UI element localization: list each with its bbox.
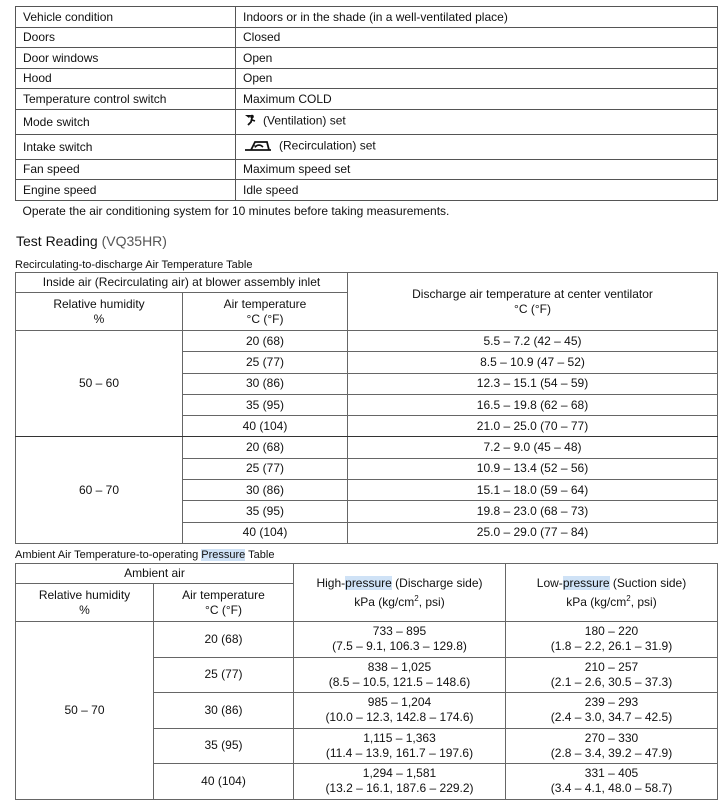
air-temp-header-label: Air temperature: [223, 296, 307, 311]
condition-row: [16, 48, 718, 69]
condition-row: [16, 134, 718, 159]
condition-label: Hood: [16, 68, 236, 89]
table-row: [16, 331, 718, 352]
header-text: (Suction side): [609, 575, 687, 590]
condition-value: Maximum COLD: [236, 89, 718, 110]
kpa-range: 1,115 – 1,363: [363, 730, 436, 745]
condition-row: [16, 180, 718, 201]
condition-note-row: [16, 200, 718, 221]
header-text: Low-: [536, 575, 563, 590]
kg-psi-range: (8.5 – 10.5, 121.5 – 148.6): [328, 674, 471, 689]
discharge-cell: 25.0 – 29.0 (77 – 84): [348, 522, 718, 543]
recirc-header-air-temp: [183, 293, 348, 331]
test-reading-heading: [16, 233, 167, 249]
humidity-cell: 50 – 70: [16, 622, 154, 800]
condition-row: [16, 159, 718, 180]
condition-row: [16, 68, 718, 89]
high-pressure-header: [294, 564, 506, 622]
kpa-range: 270 – 330: [584, 730, 639, 745]
kg-psi-range: (2.8 – 3.4, 39.2 – 47.9): [550, 745, 673, 760]
discharge-cell: 19.8 – 23.0 (68 – 73): [348, 501, 718, 522]
temp-cell: 20 (68): [183, 331, 348, 352]
unit-text: , psi): [630, 594, 657, 609]
temp-cell: 35 (95): [183, 394, 348, 415]
condition-label: Vehicle condition: [16, 7, 236, 28]
pressure-table: [15, 563, 718, 800]
recirc-table-caption: Recirculating-to-discharge Air Temperature Table: [15, 259, 253, 271]
kpa-range: 180 – 220: [584, 624, 639, 639]
caption-text: Table: [245, 549, 275, 561]
recirculation-icon: [243, 138, 273, 155]
humidity-cell: 50 – 60: [16, 331, 183, 437]
discharge-cell: 8.5 – 10.9 (47 – 52): [348, 352, 718, 373]
condition-label: Door windows: [16, 48, 236, 69]
conditions-table: [15, 6, 718, 221]
unit-sup: 2: [626, 593, 631, 603]
kpa-range: 733 – 895: [372, 624, 427, 639]
table-row: [16, 437, 718, 458]
condition-row: [16, 27, 718, 48]
condition-label: Temperature control switch: [16, 89, 236, 110]
condition-value: Open: [236, 48, 718, 69]
humidity-cell: 60 – 70: [16, 437, 183, 543]
condition-note: Operate the air conditioning system for 10 minutes before taking measurements.: [16, 200, 718, 221]
humidity-header-unit: %: [79, 602, 90, 617]
header-highlight: pressure: [345, 575, 392, 590]
recirc-header-group: Inside air (Recirculating air) at blower assembly inlet: [16, 273, 348, 293]
high-pressure-cell: [294, 728, 506, 764]
pressure-header-humidity: [16, 584, 154, 622]
humidity-header-label: Relative humidity: [38, 587, 131, 602]
low-pressure-cell: [506, 622, 718, 658]
condition-value-cell: [236, 134, 718, 159]
condition-value: (Recirculation) set: [279, 138, 376, 153]
ambient-header: Ambient air: [16, 564, 294, 584]
unit-text: kPa (kg/cm: [566, 594, 627, 609]
kg-psi-range: (3.4 – 4.1, 48.0 – 58.7): [550, 781, 673, 796]
discharge-cell: 10.9 – 13.4 (52 – 56): [348, 458, 718, 479]
humidity-header-label: Relative humidity: [53, 296, 145, 311]
unit-sup: 2: [414, 593, 419, 603]
discharge-cell: 5.5 – 7.2 (42 – 45): [348, 331, 718, 352]
kg-psi-range: (1.8 – 2.2, 26.1 – 31.9): [550, 639, 673, 654]
discharge-cell: 16.5 – 19.8 (62 – 68): [348, 394, 718, 415]
unit-text: , psi): [418, 594, 445, 609]
temp-cell: 25 (77): [183, 352, 348, 373]
pressure-header-air-temp: [154, 584, 294, 622]
header-text: (Discharge side): [391, 575, 483, 590]
temp-cell: 25 (77): [154, 657, 294, 693]
high-pressure-header-label: [294, 576, 505, 591]
recirc-table: [15, 272, 718, 544]
caption-text: Ambient Air Temperature-to-operating: [15, 549, 202, 561]
temp-cell: 40 (104): [154, 764, 294, 800]
pressure-table-caption: [15, 549, 274, 561]
condition-row: [16, 109, 718, 134]
condition-row: [16, 89, 718, 110]
recirc-header-humidity: [16, 293, 183, 331]
discharge-cell: 15.1 – 18.0 (59 – 64): [348, 480, 718, 501]
air-temp-header-label: Air temperature: [182, 587, 265, 602]
discharge-header-unit: °C (°F): [514, 301, 551, 316]
high-pressure-header-unit: [294, 595, 505, 610]
condition-value: (Ventilation) set: [263, 113, 346, 128]
high-pressure-cell: [294, 693, 506, 729]
test-reading-title: Test Reading: [16, 233, 98, 249]
condition-label: Engine speed: [16, 180, 236, 201]
low-pressure-header-unit: [506, 595, 717, 610]
high-pressure-cell: [294, 622, 506, 658]
temp-cell: 25 (77): [183, 458, 348, 479]
discharge-cell: 12.3 – 15.1 (54 – 59): [348, 373, 718, 394]
condition-value: Closed: [236, 27, 718, 48]
ventilation-icon: [243, 113, 257, 130]
kpa-range: 239 – 293: [584, 695, 639, 710]
kpa-range: 1,294 – 1,581: [362, 766, 437, 781]
kg-psi-range: (2.4 – 3.0, 34.7 – 42.5): [550, 710, 673, 725]
kg-psi-range: (2.1 – 2.6, 30.5 – 37.3): [550, 674, 673, 689]
temp-cell: 35 (95): [183, 501, 348, 522]
recirc-header-discharge: [348, 273, 718, 331]
temp-cell: 40 (104): [183, 522, 348, 543]
high-pressure-cell: [294, 657, 506, 693]
condition-label: Mode switch: [16, 109, 236, 134]
temp-cell: 30 (86): [183, 373, 348, 394]
condition-row: [16, 7, 718, 28]
condition-value: Idle speed: [236, 180, 718, 201]
condition-value-cell: [236, 109, 718, 134]
table-row: [16, 622, 718, 658]
discharge-cell: 21.0 – 25.0 (70 – 77): [348, 416, 718, 437]
discharge-cell: 7.2 – 9.0 (45 – 48): [348, 437, 718, 458]
kg-psi-range: (11.4 – 13.9, 161.7 – 197.6): [325, 745, 474, 760]
low-pressure-cell: [506, 693, 718, 729]
low-pressure-header-label: [506, 576, 717, 591]
condition-value: Open: [236, 68, 718, 89]
temp-cell: 20 (68): [154, 622, 294, 658]
test-reading-model: (VQ35HR): [101, 233, 167, 249]
low-pressure-cell: [506, 764, 718, 800]
low-pressure-header: [506, 564, 718, 622]
air-temp-header-unit: °C (°F): [205, 602, 242, 617]
caption-highlight: Pressure: [201, 549, 246, 561]
header-highlight: pressure: [562, 575, 610, 590]
condition-value: Indoors or in the shade (in a well-ventilated place): [236, 7, 718, 28]
low-pressure-cell: [506, 728, 718, 764]
header-text: High-: [316, 575, 346, 590]
temp-cell: 20 (68): [183, 437, 348, 458]
kg-psi-range: (13.2 – 16.1, 187.6 – 229.2): [325, 781, 474, 796]
temp-cell: 40 (104): [183, 416, 348, 437]
condition-label: Fan speed: [16, 159, 236, 180]
kpa-range: 838 – 1,025: [367, 659, 432, 674]
condition-value: Maximum speed set: [236, 159, 718, 180]
low-pressure-cell: [506, 657, 718, 693]
condition-label: Intake switch: [16, 134, 236, 159]
kpa-range: 210 – 257: [584, 659, 639, 674]
temp-cell: 30 (86): [183, 480, 348, 501]
temp-cell: 35 (95): [154, 728, 294, 764]
humidity-header-unit: %: [93, 311, 105, 326]
kpa-range: 985 – 1,204: [367, 695, 432, 710]
high-pressure-cell: [294, 764, 506, 800]
discharge-header-label: Discharge air temperature at center ventilator: [412, 286, 653, 301]
kg-psi-range: (7.5 – 9.1, 106.3 – 129.8): [332, 639, 467, 654]
unit-text: kPa (kg/cm: [354, 594, 415, 609]
kpa-range: 331 – 405: [584, 766, 639, 781]
kg-psi-range: (10.0 – 12.3, 142.8 – 174.6): [325, 710, 474, 725]
air-temp-header-unit: °C (°F): [246, 311, 284, 326]
condition-label: Doors: [16, 27, 236, 48]
temp-cell: 30 (86): [154, 693, 294, 729]
